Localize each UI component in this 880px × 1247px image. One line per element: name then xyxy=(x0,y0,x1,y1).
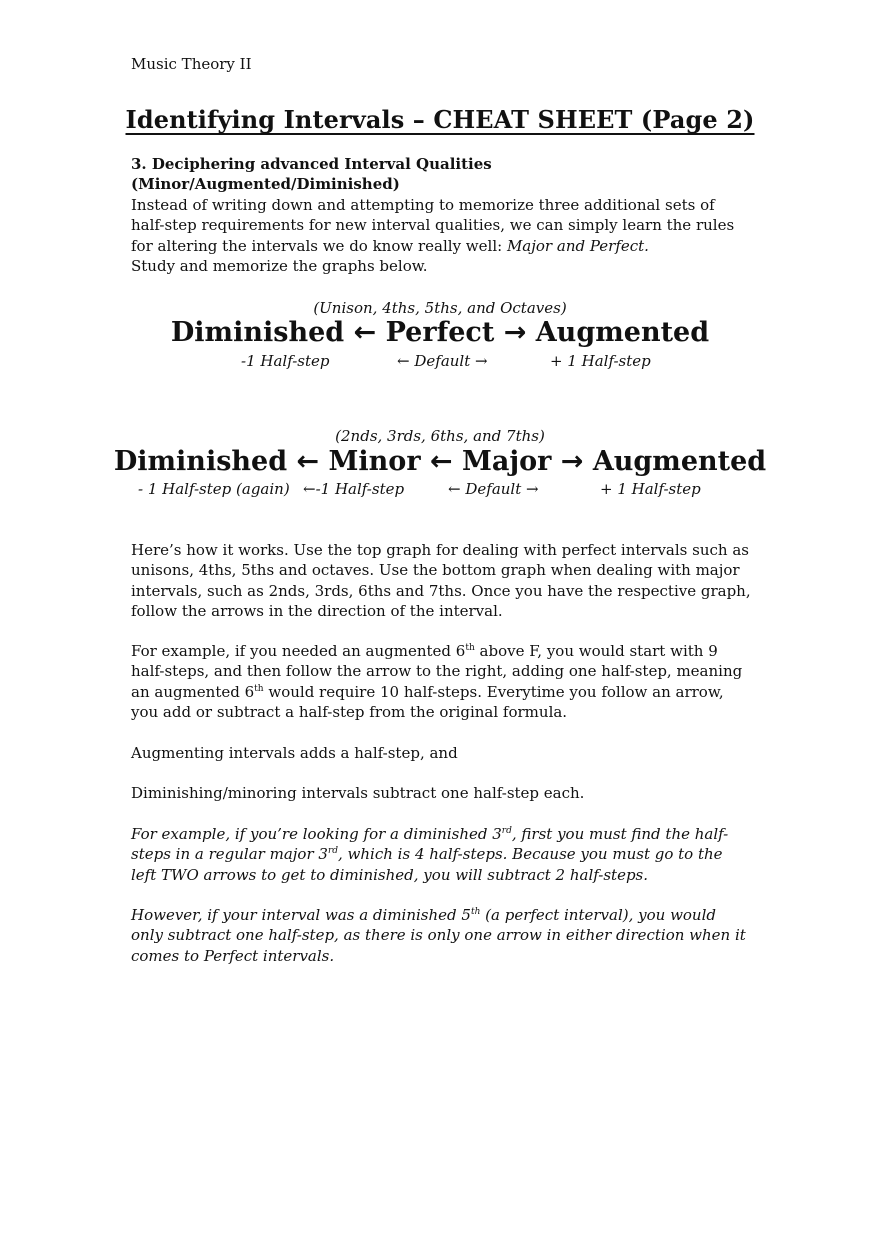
paragraph-diminishing: Diminishing/minoring intervals subtract one half-step each. xyxy=(131,784,585,802)
italic2-sup: th xyxy=(470,907,481,917)
arrow-left-icon: ← xyxy=(303,480,316,498)
arrow-right-icon: → xyxy=(503,317,527,348)
study-instruction: Study and memorize the graphs below. xyxy=(131,257,428,276)
arrow-left-icon: ← xyxy=(397,352,410,370)
label-default-perfect xyxy=(397,351,488,371)
arrow-right-icon: → xyxy=(475,352,488,370)
intro-italic: Major and Perfect. xyxy=(506,236,649,255)
perfect-graph-terms xyxy=(0,316,880,350)
arrow-right-icon: → xyxy=(526,480,539,498)
course-header: Music Theory II xyxy=(131,55,252,73)
label-default-major xyxy=(448,479,539,499)
arrow-right-icon: → xyxy=(560,446,584,477)
label-plus-half-step: + 1 Half-step xyxy=(600,480,701,498)
label-minor-text: -1 Half-step xyxy=(315,480,405,498)
example-text-b: above F, you would start with 9 half-steps, and then follow the arrow to the right, adding one half-step, meaning an augmented 6 xyxy=(131,642,743,701)
italic1-text-a: For example, if you’re looking for a diminished 3 xyxy=(131,825,502,843)
label-minus-half-step: -1 Half-step xyxy=(241,352,330,370)
label-minus-half-step-again: - 1 Half-step (again) xyxy=(138,480,290,498)
italic1-text-c: , which is 4 half-steps. Because you must go to the left TWO arrows to get to diminished, you will subtract 2 half-steps. xyxy=(131,845,723,884)
section-3 xyxy=(131,154,751,276)
example-text-c: would require 10 half-steps. Everytime you follow an arrow, you add or subtract a half-step from the original formula. xyxy=(131,682,724,722)
italic1-sup-1: rd xyxy=(501,826,512,836)
italic2-text-b: (a perfect interval), you would only subtract one half-step, as there is only one arrow in either direction when it comes to Perfect intervals. xyxy=(131,906,746,965)
term-augmented: Augmented xyxy=(535,317,710,348)
term-augmented: Augmented xyxy=(592,446,767,477)
example-text-a: For example, if you needed an augmented 6 xyxy=(131,642,466,660)
label-plus-half-step: + 1 Half-step xyxy=(550,352,651,370)
example-sup-2: th xyxy=(254,683,264,694)
arrow-left-icon: ← xyxy=(296,446,320,477)
italic1-text-b: , first you must find the half-steps in a regular major 3 xyxy=(131,825,729,864)
section-intro xyxy=(131,195,751,256)
term-major: Major xyxy=(461,446,552,477)
label-default-text: Default xyxy=(465,480,522,498)
term-diminished: Diminished xyxy=(170,317,345,348)
term-diminished: Diminished xyxy=(113,446,288,477)
major-graph-terms xyxy=(0,445,880,479)
major-graph-subtitle: (2nds, 3rds, 6ths, and 7ths) xyxy=(335,427,545,445)
page-title: Identifying Intervals – CHEAT SHEET (Page 2) xyxy=(125,105,755,134)
perfect-graph-subtitle: (Unison, 4ths, 5ths, and Octaves) xyxy=(313,299,567,317)
section-heading: 3. Deciphering advanced Interval Qualities (Minor/Augmented/Diminished) xyxy=(131,155,492,194)
label-default-text: Default xyxy=(414,352,471,370)
example-sup-1: th xyxy=(465,643,475,653)
paragraph-example-diminished-3rd xyxy=(131,824,751,885)
paragraph-augmenting: Augmenting intervals adds a half-step, and xyxy=(131,744,458,762)
italic2-text-a: However, if your interval was a diminished 5 xyxy=(131,906,471,924)
label-minor-half-step xyxy=(303,479,404,499)
paragraph-example xyxy=(131,641,751,723)
arrow-left-icon: ← xyxy=(429,446,453,477)
term-minor: Minor xyxy=(328,446,421,477)
arrow-left-icon: ← xyxy=(353,317,377,348)
paragraph-example-diminished-5th xyxy=(131,905,751,966)
paragraph-how-it-works: Here’s how it works. Use the top graph for dealing with perfect intervals such as unisons, 4ths, 5ths and octaves. Use the bottom graph when dealing with major intervals, such as 2nds, 3rds, 6ths and 7ths. Once you have the respective graph, follow the arrows in the direction of the interval. xyxy=(131,541,751,621)
term-perfect: Perfect xyxy=(385,317,495,348)
intro-text: Instead of writing down and attempting to memorize three additional sets of half-step requirements for new interval qualities, we can simply learn the rules for altering the intervals we do know really well: xyxy=(131,195,735,255)
arrow-left-icon: ← xyxy=(448,480,461,498)
italic1-sup-2: rd xyxy=(327,846,339,857)
